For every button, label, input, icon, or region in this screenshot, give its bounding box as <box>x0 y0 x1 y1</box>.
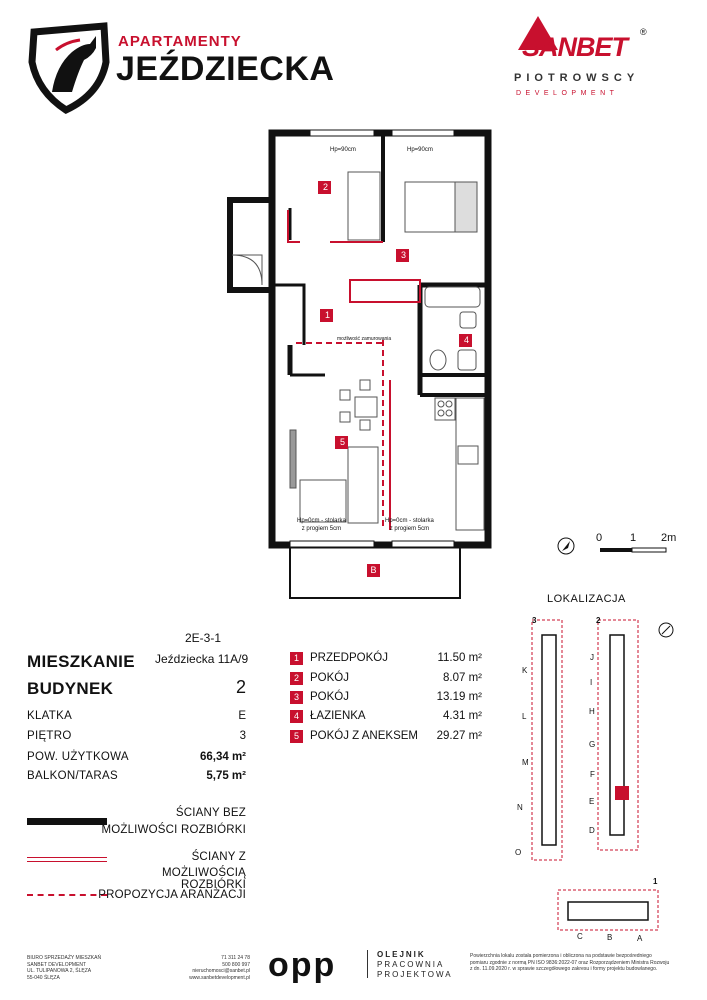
mieszkanie-value: Jeździecka 11A/9 <box>155 652 249 666</box>
office-line-3: UL. TULIPANOWA 2, ŚLĘZA <box>27 968 92 974</box>
room-marker-1: 1 <box>324 310 330 320</box>
disclaimer-line-2: pomiaru zgodnie z normą PN ISO 9836:2022-07 oraz Rozporządzeniem Ministra Rozwoju <box>470 959 670 966</box>
staircase-J: J <box>590 653 594 662</box>
room-name: POKÓJ Z ANEKSEM <box>310 730 418 742</box>
room-marker-3: 3 <box>400 250 406 260</box>
budynek-value: 2 <box>236 677 247 697</box>
legend-line2b: MOŻLIWOŚCIĄ ROZBIÓRKI <box>162 867 246 891</box>
phone-1: 71 311 24 78 <box>221 955 250 961</box>
developer-subname: PIOTROWSCY <box>514 72 640 84</box>
legend-line3: PROPOZYCJA ARANŻACJI <box>98 889 246 901</box>
opp-name-2: PRACOWNIA <box>377 960 445 969</box>
staircase-K: K <box>522 666 528 675</box>
room-marker-2: 2 <box>322 182 328 192</box>
window-height-2: Hp=90cm <box>407 147 433 153</box>
staircase-N: N <box>517 803 523 812</box>
area-label: POW. UŻYTKOWA <box>27 751 129 763</box>
staircase-B: B <box>607 933 613 942</box>
project-name-line2: JEŹDZIECKA <box>116 50 335 88</box>
legend-solid-wall <box>27 818 107 825</box>
room-row <box>290 652 490 667</box>
room-number: 1 <box>290 652 303 665</box>
staircase-L: L <box>522 712 527 721</box>
disclaimer <box>470 953 690 973</box>
opp-logo: opp <box>268 946 337 984</box>
developer-name: SANBET <box>522 32 628 62</box>
staircase-C: C <box>577 932 583 941</box>
carpentry-note-2b: z progiem 5cm <box>389 526 430 532</box>
developer-tagline: DEVELOPMENT <box>516 90 619 97</box>
room-number: 5 <box>290 730 303 743</box>
staircase-D: D <box>589 826 595 835</box>
room-area: 11.50 m² <box>437 652 482 664</box>
room-area: 29.27 m² <box>436 730 482 742</box>
room-name: POKÓJ <box>310 672 349 684</box>
building-3-label: 3 <box>532 616 537 625</box>
building-2-label: 2 <box>596 616 601 625</box>
room-marker-4: 4 <box>463 335 469 345</box>
room-row <box>290 691 490 706</box>
room-name: POKÓJ <box>310 691 349 703</box>
unit-code: 2E-3-1 <box>185 631 222 645</box>
klatka-value: E <box>238 710 246 722</box>
location-map <box>520 610 700 940</box>
web-link[interactable]: www.sanbetdevelopment.pl <box>189 974 250 981</box>
window-height-1: Hp=90cm <box>330 147 356 153</box>
location-title: LOKALIZACJA <box>547 593 626 605</box>
staircase-H: H <box>589 707 595 716</box>
area-value: 66,34 m² <box>199 751 246 763</box>
room-area: 8.07 m² <box>443 672 482 684</box>
room-row <box>290 672 490 687</box>
room-row <box>290 730 490 745</box>
room-name: PRZEDPOKÓJ <box>310 652 388 664</box>
balcony-label: BALKON/TARAS <box>27 770 118 782</box>
legend-line1a: ŚCIANY BEZ <box>175 807 246 819</box>
email-link[interactable]: nieruchomosci@sanbet.pl <box>192 968 250 974</box>
room-marker-5: 5 <box>339 437 345 447</box>
staircase-F: F <box>590 770 595 779</box>
scale-one: 1 <box>630 532 637 544</box>
staircase-E: E <box>589 797 595 806</box>
scale-zero: 0 <box>596 532 603 544</box>
footer-divider <box>367 950 368 978</box>
opp-name <box>377 950 453 980</box>
room-area: 4.31 m² <box>443 710 482 722</box>
office-line-1: BIURO SPRZEDAŻY MIESZKAŃ <box>27 955 102 961</box>
staircase-G: G <box>589 740 596 749</box>
opp-name-3: PROJEKTOWA <box>377 970 453 979</box>
staircase-A: A <box>637 934 643 943</box>
staircase-M: M <box>522 758 529 767</box>
disclaimer-line-1: Powierzchnia lokalu została pomierzona i obliczona na podstawie bezpośredniego <box>470 953 652 959</box>
building-1-label: 1 <box>653 877 658 886</box>
legend-removable-wall <box>27 857 107 862</box>
sales-office <box>27 955 147 981</box>
phone-2: 500 800 997 <box>222 961 250 968</box>
contact <box>140 955 250 981</box>
klatka-label: KLATKA <box>27 710 73 722</box>
office-line-2: SANBET DEVELOPMENT <box>27 961 87 968</box>
room-number: 4 <box>290 710 303 723</box>
registered-mark: ® <box>640 27 647 37</box>
room-row <box>290 710 490 725</box>
project-name-line1: APARTAMENTY <box>118 33 242 50</box>
pietro-value: 3 <box>239 730 246 742</box>
balcony-value: 5,75 m² <box>206 770 246 782</box>
staircase-I: I <box>590 678 593 687</box>
office-line-4: 55-040 ŚLĘZA <box>27 974 60 981</box>
staircase-O: O <box>515 848 522 857</box>
legend-proposal <box>27 894 107 896</box>
room-name: ŁAZIENKA <box>310 710 366 722</box>
room-number: 3 <box>290 691 303 704</box>
opp-name-1: OLEJNIK <box>377 950 426 959</box>
carpentry-note-2a: Hp=0cm - stolarka <box>385 518 434 524</box>
room-area: 13.19 m² <box>436 691 482 703</box>
disclaimer-line-3: z dn. 11.09.2020 r. w sprawie szczegółowego zakresu i formy projektu budowlanego. <box>470 966 658 972</box>
budynek-label: BUDYNEK <box>27 679 114 698</box>
balcony-marker: B <box>370 565 377 575</box>
legend-line1b: MOŻLIWOŚCI ROZBIÓRKI <box>101 824 246 836</box>
pietro-label: PIĘTRO <box>27 730 72 742</box>
legend-line2a: ŚCIANY Z <box>191 851 246 863</box>
scale-two: 2m <box>661 532 677 544</box>
carpentry-note-1b: z progiem 5cm <box>301 526 342 532</box>
room-number: 2 <box>290 672 303 685</box>
mieszkanie-label: MIESZKANIE <box>27 652 135 671</box>
carpentry-note-1a: Hp=0cm - stolarka <box>297 518 346 524</box>
wall-note: możliwość zamurowania <box>337 336 392 342</box>
